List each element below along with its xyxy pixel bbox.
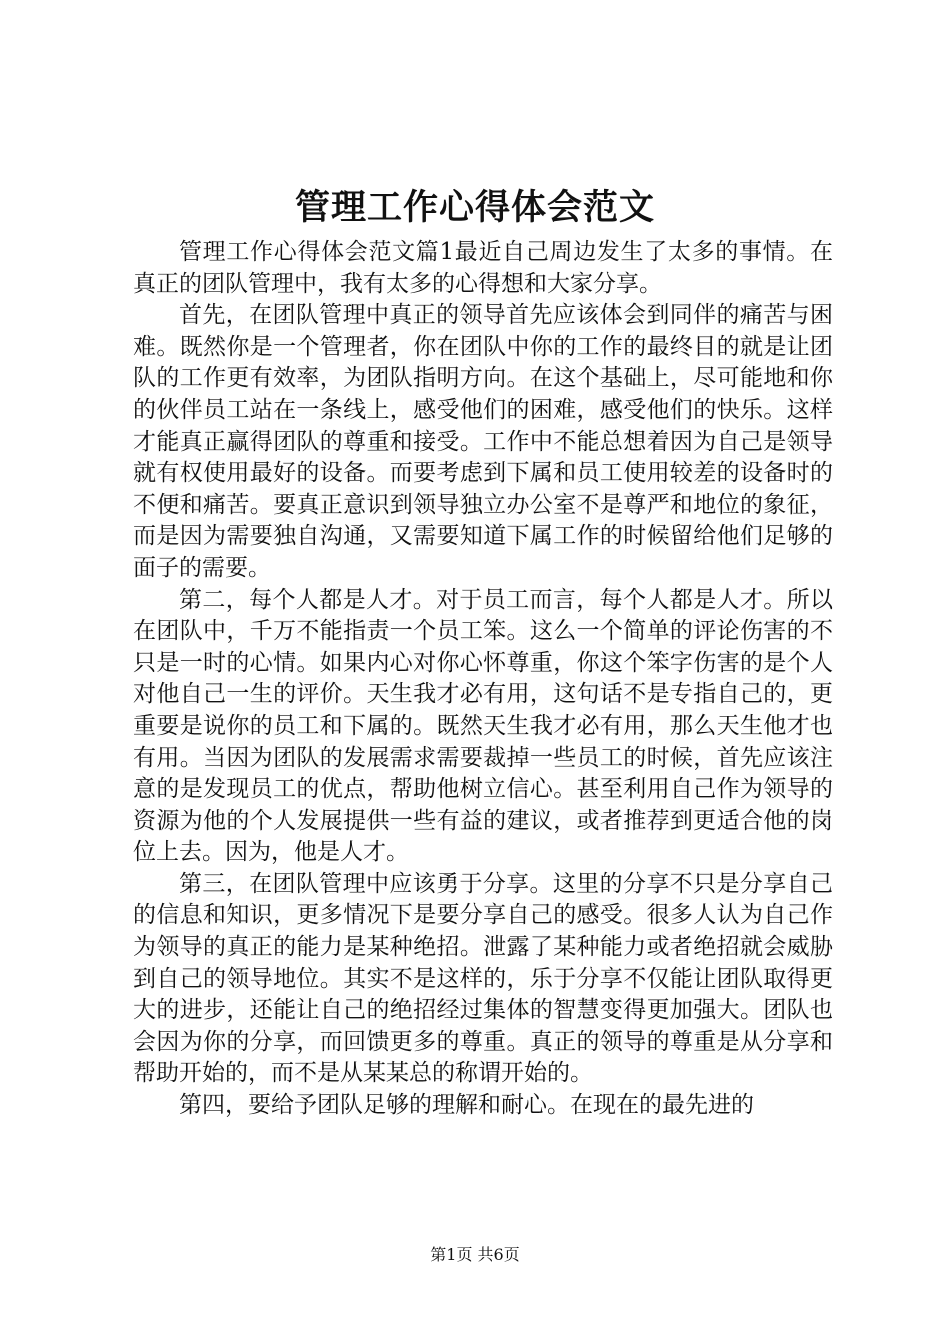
page-number-footer: 第1页 共6页	[430, 1245, 520, 1264]
paragraph-3: 第二，每个人都是人才。对于员工而言，每个人都是人才。所以在团队中，千万不能指责一个员工笨。这么一个简单的评论伤害的不只是一时的心情。如果内心对你心怀尊重，你这个笨字伤害的是个人对他自己一生的评价。天生我才必有用，这句话不是专指自己的，更重要是说你的员工和下属的。既然天生我才必有用，那么天生他才也有用。当因为团队的发展需求需要裁掉一些员工的时候，首先应该注意的是发现员工的优点，帮助他树立信心。甚至利用自己作为领导的资源为他的个人发展提供一些有益的建议，或者推荐到更适合他的岗位上去。因为，他是人才。	[133, 586, 833, 866]
paragraph-1: 管理工作心得体会范文篇1最近自己周边发生了太多的事情。在真正的团队管理中，我有太多的心得想和大家分享。	[133, 239, 833, 297]
document-body	[133, 237, 833, 1122]
paragraph-5: 第四，要给予团队足够的理解和耐心。在现在的最先进的	[179, 1092, 754, 1119]
paragraph-2: 首先，在团队管理中真正的领导首先应该体会到同伴的痛苦与困难。既然你是一个管理者，你在团队中你的工作的最终目的就是让团队的工作更有效率，为团队指明方向。在这个基础上，尽可能地和你的伙伴员工站在一条线上，感受他们的困难，感受他们的快乐。这样才能真正赢得团队的尊重和接受。工作中不能总想着因为自己是领导就有权使用最好的设备。而要考虑到下属和员工使用较差的设备时的不便和痛苦。要真正意识到领导独立办公室不是尊严和地位的象征，而是因为需要独自沟通，又需要知道下属工作的时候留给他们足够的面子的需要。	[133, 302, 833, 581]
paragraph-4: 第三，在团队管理中应该勇于分享。这里的分享不只是分享自己的信息和知识，更多情况下是要分享自己的感受。很多人认为自己作为领导的真正的能力是某种绝招。泄露了某种能力或者绝招就会威胁到自己的领导地位。其实不是这样的，乐于分享不仅能让团队取得更大的进步，还能让自己的绝招经过集体的智慧变得更加强大。团队也会因为你的分享，而回馈更多的尊重。真正的领导的尊重是从分享和帮助开始的，而不是从某某总的称谓开始的。	[133, 870, 833, 1087]
document-title: 管理工作心得体会范文	[294, 187, 655, 228]
